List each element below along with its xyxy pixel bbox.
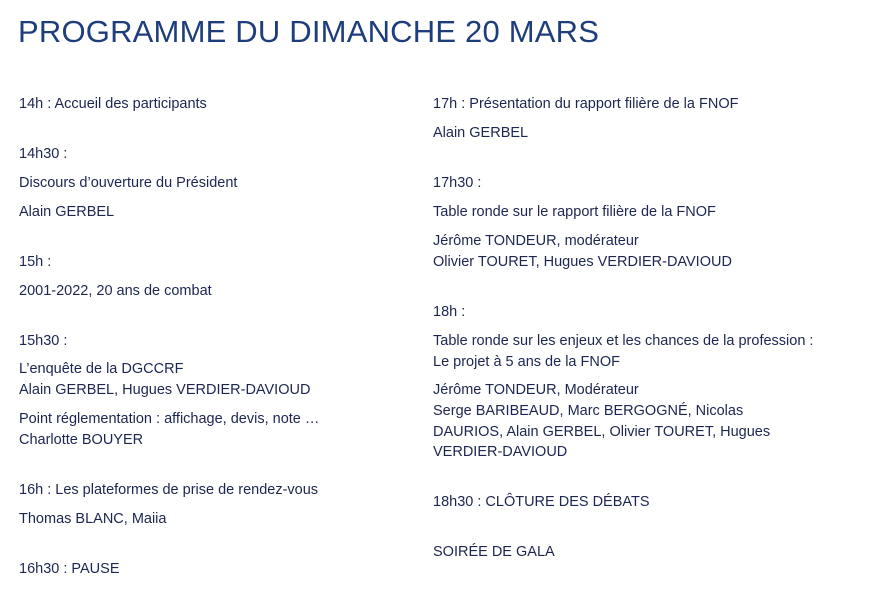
schedule-line: 16h : Les plateformes de prise de rendez-vous (19, 482, 319, 498)
schedule-line: 14h30 : (19, 146, 68, 162)
schedule-line: Alain GERBEL (433, 125, 529, 141)
schedule-line: Alain GERBEL, Hugues VERDIER-DAVIOUD (19, 382, 311, 398)
schedule-line: 16h30 : PAUSE (19, 561, 120, 577)
schedule-line: Alain GERBEL (19, 204, 115, 220)
schedule-line: 15h30 : (19, 333, 68, 349)
schedule-line: L’enquête de la DGCCRF (19, 361, 184, 377)
schedule-line: 2001-2022, 20 ans de combat (19, 283, 212, 299)
schedule-line: Table ronde sur les enjeux et les chances de la profession : (433, 333, 814, 349)
schedule-line: Point réglementation : affichage, devis, note … (19, 411, 320, 427)
schedule-line: 18h30 : CLÔTURE DES DÉBATS (433, 494, 650, 510)
schedule-line: SOIRÉE DE GALA (433, 544, 555, 560)
schedule-line: Discours d’ouverture du Président (19, 175, 238, 191)
schedule-line: Olivier TOURET, Hugues VERDIER-DAVIOUD (433, 254, 732, 270)
schedule-line: 14h : Accueil des participants (19, 96, 207, 112)
schedule-line: Jérôme TONDEUR, Modérateur (433, 382, 639, 398)
schedule-line: Jérôme TONDEUR, modérateur (433, 233, 639, 249)
schedule-line: 18h : (433, 304, 466, 320)
schedule-line: 15h : (19, 254, 52, 270)
schedule-line: Thomas BLANC, Maiia (19, 511, 167, 527)
schedule-line: Le projet à 5 ans de la FNOF (433, 354, 620, 370)
schedule-line: 17h30 : (433, 175, 482, 191)
schedule-line: Table ronde sur le rapport filière de la FNOF (433, 204, 716, 220)
schedule-line: Serge BARIBEAUD, Marc BERGOGNÉ, Nicolas (433, 403, 744, 419)
schedule-line: VERDIER-DAVIOUD (433, 444, 568, 460)
schedule-line: DAURIOS, Alain GERBEL, Olivier TOURET, Hugues (433, 424, 771, 440)
schedule-line: Charlotte BOUYER (19, 432, 144, 448)
schedule-line: 17h : Présentation du rapport filière de la FNOF (433, 96, 739, 112)
page-title: PROGRAMME DU DIMANCHE 20 MARS (18, 14, 600, 49)
